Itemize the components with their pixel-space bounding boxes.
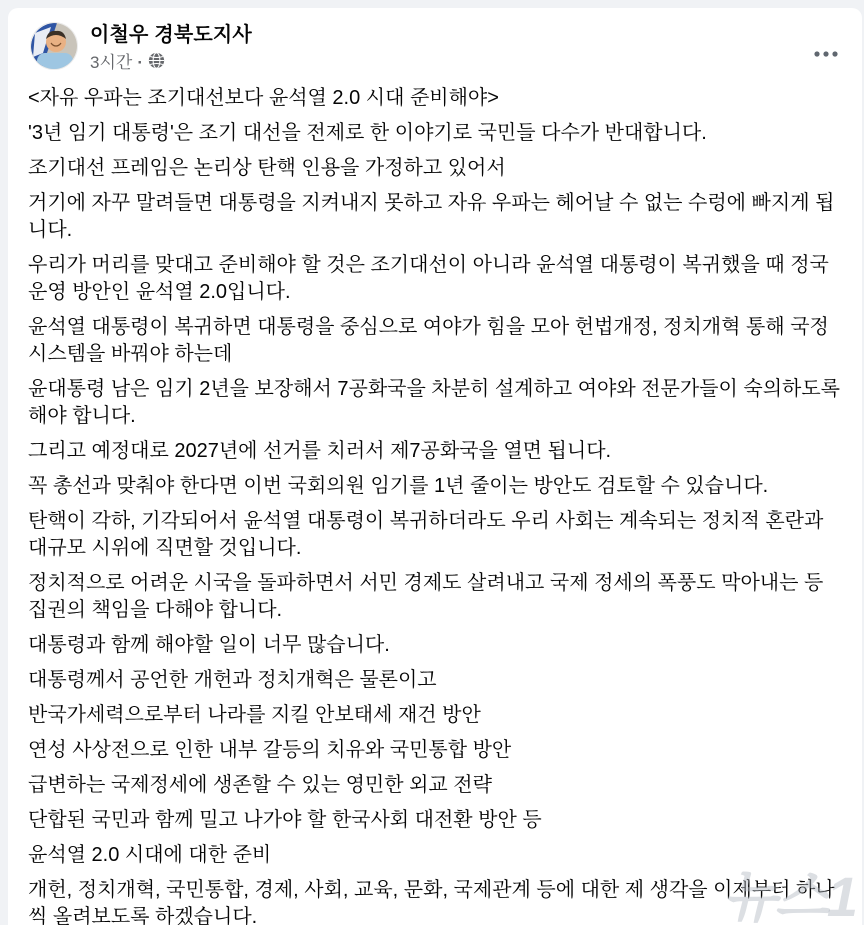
more-options-button[interactable]: [808, 36, 844, 72]
post-paragraph: 개헌, 정치개혁, 국민통합, 경제, 사회, 교육, 문화, 국제관계 등에 대한 제 생각을 이제부터 하나씩 올려보도록 하겠습니다.: [28, 879, 835, 925]
timestamp[interactable]: 3시간: [90, 52, 133, 72]
post-paragraph: 윤석열 대통령이 복귀하면 대통령을 중심으로 여야가 힘을 모아 헌법개정, 정치개혁 통해 국정 시스템을 바꿔야 하는데: [28, 316, 829, 365]
post-paragraph: 급변하는 국제정세에 생존할 수 있는 영민한 외교 전략: [28, 774, 492, 796]
post-header: [8, 8, 862, 78]
ellipsis-icon: [813, 50, 839, 58]
post-paragraph: 반국가세력으로부터 나라를 지킬 안보태세 재건 방안: [28, 704, 481, 726]
post-paragraph: 대통령과 함께 해야할 일이 너무 많습니다.: [28, 634, 390, 656]
post-paragraph: 연성 사상전으로 인한 내부 갈등의 치유와 국민통합 방안: [28, 739, 512, 761]
news1-watermark: 뉴스1: [722, 865, 856, 925]
author-name[interactable]: 이철우 경북도지사: [90, 24, 252, 46]
post-paragraph: 거기에 자꾸 말려들면 대통령을 지켜내지 못하고 자유 우파는 헤어날 수 없는 수렁에 빠지게 됩니다.: [28, 192, 835, 241]
post-paragraph: 대통령께서 공언한 개헌과 정치개혁은 물론이고: [28, 669, 437, 691]
post-paragraph: 단합된 국민과 함께 밀고 나가야 할 한국사회 대전환 방안 등: [28, 809, 542, 831]
globe-public-icon: [148, 52, 165, 74]
post-paragraph: 탄핵이 각하, 기각되어서 윤석열 대통령이 복귀하더라도 우리 사회는 계속되는 정치적 혼란과 대규모 시위에 직면할 것입니다.: [28, 510, 824, 559]
post-paragraph: 우리가 머리를 맞대고 준비해야 할 것은 조기대선이 아니라 윤석열 대통령이 복귀했을 때 정국 운영 방안인 윤석열 2.0입니다.: [28, 254, 829, 303]
meta-separator: ·: [137, 52, 143, 72]
post-paragraph: 꼭 총선과 맞춰야 한다면 이번 국회의원 임기를 1년 줄이는 방안도 검토할 수 있습니다.: [28, 475, 769, 497]
post-meta: [90, 51, 252, 74]
avatar-image: [31, 23, 78, 70]
post-paragraph: '3년 임기 대통령'은 조기 대선을 전제로 한 이야기로 국민들 다수가 반대합니다.: [28, 122, 707, 144]
avatar[interactable]: [30, 22, 78, 70]
post-paragraph: <자유 우파는 조기대선보다 윤석열 2.0 시대 준비해야>: [28, 87, 499, 109]
post-paragraph: 윤대통령 남은 임기 2년을 보장해서 7공화국을 차분히 설계하고 여야와 전문가들이 숙의하도록 해야 합니다.: [28, 378, 840, 427]
facebook-post-card: [8, 8, 862, 925]
post-paragraph: 조기대선 프레임은 논리상 탄핵 인용을 가정하고 있어서: [28, 157, 506, 179]
post-paragraph: 정치적으로 어려운 시국을 돌파하면서 서민 경제도 살려내고 국제 정세의 폭풍도 막아내는 등 집권의 책임을 다해야 합니다.: [28, 572, 824, 621]
post-content: [8, 78, 862, 925]
post-header-info: [90, 22, 252, 74]
post-paragraph: 윤석열 2.0 시대에 대한 준비: [28, 844, 272, 866]
post-paragraph: 그리고 예정대로 2027년에 선거를 치러서 제7공화국을 열면 됩니다.: [28, 440, 612, 462]
